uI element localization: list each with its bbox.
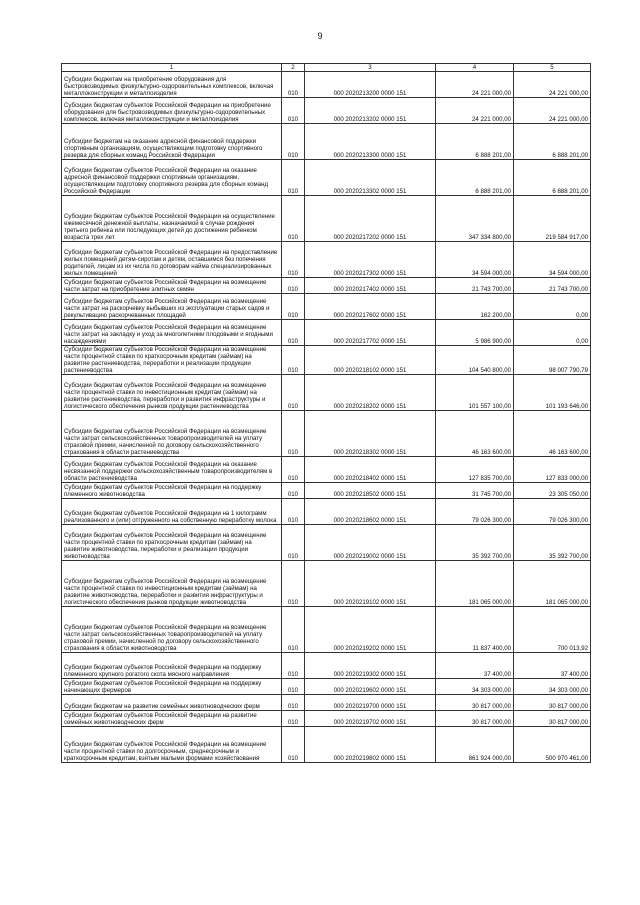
table-row [62,499,591,525]
row-description: Субсидии бюджетам субъектов Российской Федерации на оказание несвязанной поддержки сельскохозяйственным товаропроизводителям в области растениеводства [62,457,282,483]
admin-code: 010 [282,320,305,346]
planned-amount: 347 334 800,00 [436,196,514,242]
row-description: Субсидии бюджетам субъектов Российской Федерации на предоставление жилых помещений детям-сиротам и детям, оставшимся без попечения родителей, лицам из их числа по договорам найма специализированных жилых помещений [62,242,282,278]
budget-classification-code: 000 2020217602 0000 151 [305,294,436,320]
budget-classification-code: 000 2020218502 0000 151 [305,483,436,499]
budget-table [61,63,591,763]
budget-classification-code: 000 2020213300 0000 151 [305,124,436,160]
executed-amount: 98 007 790,79 [514,346,591,375]
executed-amount: 6 888 201,00 [514,160,591,196]
admin-code: 010 [282,695,305,711]
planned-amount: 37 400,00 [436,653,514,679]
admin-code: 010 [282,124,305,160]
table-header-row [62,64,591,72]
admin-code: 010 [282,711,305,727]
table-row [62,320,591,346]
row-description: Субсидии бюджетам субъектов Российской Федерации на осуществление ежемесячной денежной выплаты, назначаемой в случае рождения третьего ребенка или последующих детей до достижения ребенком возраста трех лет [62,196,282,242]
admin-code: 010 [282,561,305,607]
executed-amount: 181 065 000,00 [514,561,591,607]
executed-amount: 23 305 050,00 [514,483,591,499]
planned-amount: 181 065 000,00 [436,561,514,607]
budget-classification-code: 000 2020217302 0000 151 [305,242,436,278]
planned-amount: 162 200,00 [436,294,514,320]
admin-code: 010 [282,679,305,695]
executed-amount: 79 026 300,00 [514,499,591,525]
admin-code: 010 [282,346,305,375]
budget-classification-code: 000 2020218102 0000 151 [305,346,436,375]
table-row [62,294,591,320]
planned-amount: 35 392 700,00 [436,525,514,561]
planned-amount: 6 888 201,00 [436,160,514,196]
admin-code: 010 [282,242,305,278]
executed-amount: 0,00 [514,294,591,320]
table-row [62,483,591,499]
table-row [62,375,591,411]
planned-amount: 24 221 000,00 [436,98,514,124]
budget-classification-code: 000 2020217702 0000 151 [305,320,436,346]
row-description: Субсидии бюджетам субъектов Российской Федерации на приобретение оборудования для быстровозводимых физкультурно-оздоровительных комплексов, включая металлоконструкции и металлоизделия [62,98,282,124]
planned-amount: 34 594 000,00 [436,242,514,278]
row-description: Субсидии бюджетам субъектов Российской Федерации на возмещение части затрат на приобретение элитных семян [62,278,282,294]
budget-classification-code: 000 2020219102 0000 151 [305,561,436,607]
row-description: Субсидии бюджетам субъектов Российской Федерации на 1 килограмм реализованного и (или) отгруженного на собственную переработку молока [62,499,282,525]
executed-amount: 127 833 000,00 [514,457,591,483]
budget-classification-code: 000 2020218302 0000 151 [305,411,436,457]
admin-code: 010 [282,278,305,294]
admin-code: 010 [282,457,305,483]
planned-amount: 46 163 600,00 [436,411,514,457]
planned-amount: 34 303 000,00 [436,679,514,695]
executed-amount: 0,00 [514,320,591,346]
planned-amount: 101 557 100,00 [436,375,514,411]
row-description: Субсидии бюджетам на оказание адресной финансовой поддержки спортивным организациям, осуществляющим подготовку спортивного резерва для сборных команд Российской Федерации [62,124,282,160]
budget-classification-code: 000 2020219002 0000 151 [305,525,436,561]
row-description: Субсидии бюджетам субъектов Российской Федерации на возмещение части процентной ставки по краткосрочным кредитам (займам) на развитие животноводства, переработки и реализации продукции животноводства [62,525,282,561]
column-header: 3 [305,64,436,72]
planned-amount: 30 817 000,00 [436,711,514,727]
executed-amount: 46 163 600,00 [514,411,591,457]
table-row [62,607,591,653]
executed-amount: 30 817 000,00 [514,711,591,727]
table-row [62,411,591,457]
executed-amount: 101 193 646,00 [514,375,591,411]
executed-amount: 30 817 000,00 [514,695,591,711]
admin-code: 010 [282,525,305,561]
table-row [62,711,591,727]
row-description: Субсидии бюджетам субъектов Российской Федерации на возмещение части затрат на закладку и уход за многолетними плодовыми и ягодными насаждениями [62,320,282,346]
budget-classification-code: 000 2020219202 0000 151 [305,607,436,653]
table-row [62,242,591,278]
row-description: Субсидии бюджетам субъектов Российской Федерации на возмещение части процентной ставки по инвестиционным кредитам (займам) на развитие животноводства, переработки и развития инфраструктуры и логистического обеспечения рынков продукции животноводства [62,561,282,607]
admin-code: 010 [282,294,305,320]
planned-amount: 31 745 700,00 [436,483,514,499]
executed-amount: 24 221 000,00 [514,98,591,124]
budget-classification-code: 000 2020219602 0000 151 [305,679,436,695]
row-description: Субсидии бюджетам на развитие семейных животноводческих ферм [62,695,282,711]
admin-code: 010 [282,607,305,653]
row-description: Субсидии бюджетам субъектов Российской Федерации на поддержку племенного крупного рогатого скота мясного направления [62,653,282,679]
table-row [62,457,591,483]
table-row [62,278,591,294]
planned-amount: 5 986 900,00 [436,320,514,346]
executed-amount: 35 392 700,00 [514,525,591,561]
table-row [62,695,591,711]
planned-amount: 79 026 300,00 [436,499,514,525]
column-header: 2 [282,64,305,72]
row-description: Субсидии бюджетам субъектов Российской Федерации на поддержку начинающих фермеров [62,679,282,695]
admin-code: 010 [282,375,305,411]
table-row [62,98,591,124]
row-description: Субсидии бюджетам субъектов Российской Федерации на поддержку племенного животноводства [62,483,282,499]
budget-classification-code: 000 2020217202 0000 151 [305,196,436,242]
table-row [62,525,591,561]
planned-amount: 11 837 400,00 [436,607,514,653]
row-description: Субсидии бюджетам субъектов Российской Федерации на возмещение части процентной ставки по долгосрочным, среднесрочным и краткосрочным кредитам, взятым малыми формами хозяйствования [62,727,282,763]
executed-amount: 21 743 700,00 [514,278,591,294]
budget-classification-code: 000 2020218202 0000 151 [305,375,436,411]
row-description: Субсидии бюджетам субъектов Российской Федерации на возмещение части затрат на раскорчевку выбывших из эксплуатации старых садов и рекультивацию раскорчеванных площадей [62,294,282,320]
planned-amount: 861 924 000,00 [436,727,514,763]
budget-classification-code: 000 2020219802 0000 151 [305,727,436,763]
row-description: Субсидии бюджетам субъектов Российской Федерации на возмещение части процентной ставки по инвестиционным кредитам (займам) на развитие растениеводства, переработки и развития инфраструктуры и логистического обеспечения рынков продукции растениеводства [62,375,282,411]
planned-amount: 24 221 000,00 [436,72,514,98]
admin-code: 010 [282,196,305,242]
table-row [62,561,591,607]
row-description: Субсидии бюджетам субъектов Российской Федерации на возмещение части затрат сельскохозяйственных товаропроизводителей на уплату страховой премии, начисленной по договору сельскохозяйственного страхования в области растениеводства [62,411,282,457]
table-row [62,346,591,375]
admin-code: 010 [282,483,305,499]
planned-amount: 21 743 700,00 [436,278,514,294]
executed-amount: 34 594 000,00 [514,242,591,278]
admin-code: 010 [282,98,305,124]
table-row [62,679,591,695]
budget-classification-code: 000 2020219302 0000 151 [305,653,436,679]
planned-amount: 127 835 700,00 [436,457,514,483]
budget-classification-code: 000 2020219702 0000 151 [305,711,436,727]
row-description: Субсидии бюджетам субъектов Российской Федерации на возмещение части затрат сельскохозяйственных товаропроизводителей на уплату страховой премии, начисленной по договору сельскохозяйственного страхования в области животноводства [62,607,282,653]
row-description: Субсидии бюджетам субъектов Российской Федерации на оказание адресной финансовой поддержки спортивным организациям, осуществляющим подготовку спортивного резерва для сборных команд Российской Федерации [62,160,282,196]
table-row [62,653,591,679]
admin-code: 010 [282,160,305,196]
executed-amount: 700 013,92 [514,607,591,653]
budget-classification-code: 000 2020213200 0000 151 [305,72,436,98]
budget-classification-code: 000 2020218402 0000 151 [305,457,436,483]
table-row [62,727,591,763]
row-description: Субсидии бюджетам на приобретение оборудования для быстровозводимых физкультурно-оздоровительных комплексов, включая металлоконструкции и металлоизделия [62,72,282,98]
executed-amount: 24 221 000,00 [514,72,591,98]
table-row [62,124,591,160]
executed-amount: 500 970 461,00 [514,727,591,763]
budget-classification-code: 000 2020219700 0000 151 [305,695,436,711]
planned-amount: 104 540 800,00 [436,346,514,375]
admin-code: 010 [282,499,305,525]
executed-amount: 6 888 201,00 [514,124,591,160]
budget-classification-code: 000 2020213302 0000 151 [305,160,436,196]
budget-classification-code: 000 2020213202 0000 151 [305,98,436,124]
column-header: 5 [514,64,591,72]
table-row [62,160,591,196]
column-header: 4 [436,64,514,72]
executed-amount: 219 584 917,00 [514,196,591,242]
budget-classification-code: 000 2020217402 0000 151 [305,278,436,294]
table-row [62,196,591,242]
admin-code: 010 [282,727,305,763]
planned-amount: 6 888 201,00 [436,124,514,160]
column-header: 1 [62,64,282,72]
admin-code: 010 [282,411,305,457]
executed-amount: 37 400,00 [514,653,591,679]
table-row [62,72,591,98]
planned-amount: 30 817 000,00 [436,695,514,711]
admin-code: 010 [282,72,305,98]
executed-amount: 34 303 000,00 [514,679,591,695]
admin-code: 010 [282,653,305,679]
budget-classification-code: 000 2020218602 0000 151 [305,499,436,525]
page-number: 9 [317,31,323,41]
row-description: Субсидии бюджетам субъектов Российской Федерации на возмещение части процентной ставки по краткосрочным кредитам (займам) на развитие растениеводства, переработки и реализации продукции растениеводства [62,346,282,375]
row-description: Субсидии бюджетам субъектов Российской Федерации на развитие семейных животноводческих ферм [62,711,282,727]
